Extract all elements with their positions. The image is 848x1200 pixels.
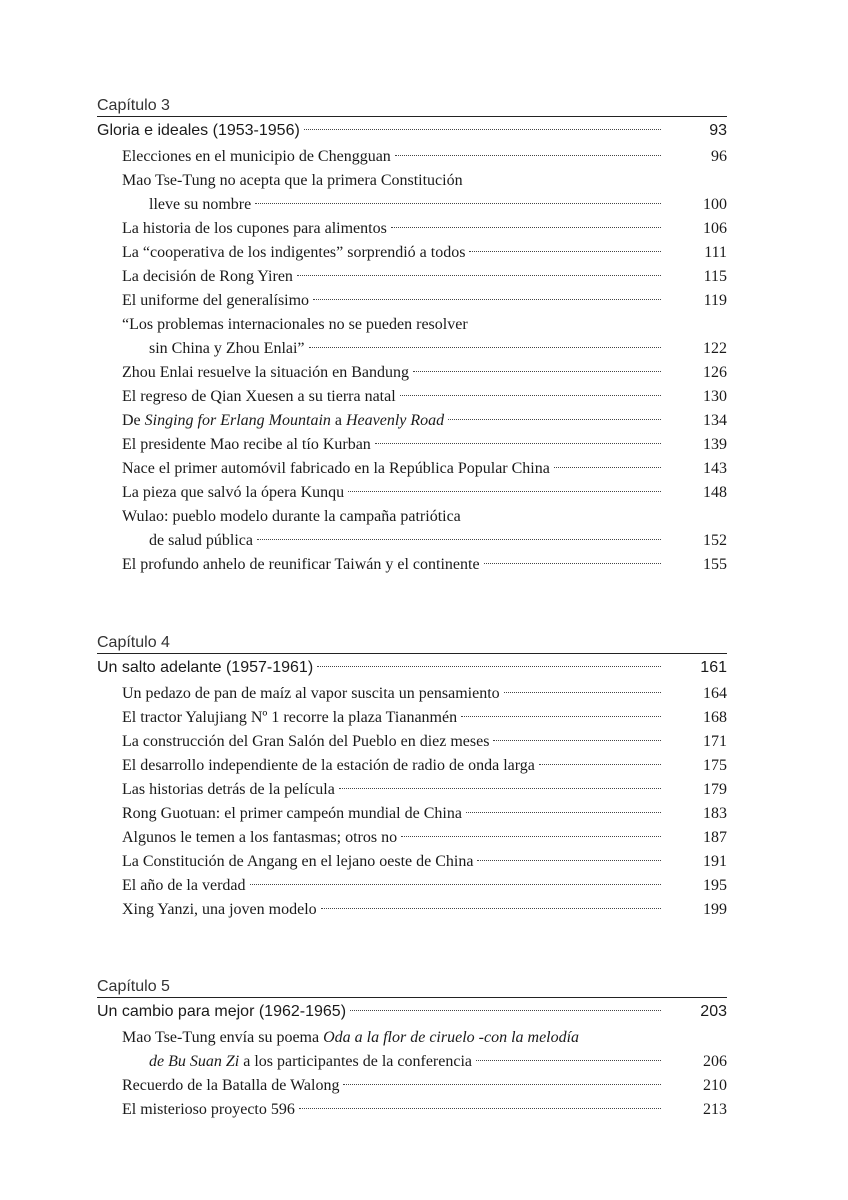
dot-leader — [297, 275, 661, 276]
dot-leader — [375, 443, 661, 444]
dot-leader — [554, 467, 661, 468]
entry-page-number: 111 — [704, 244, 727, 261]
entry-title: Nace el primer automóvil fabricado en la República Popular China — [122, 460, 550, 477]
toc-entry — [122, 778, 727, 802]
toc-entry-continuation — [122, 337, 727, 361]
toc-entry — [122, 409, 727, 433]
entry-title: de salud pública — [149, 532, 253, 549]
dot-leader — [321, 908, 661, 909]
toc-entry — [122, 457, 727, 481]
toc-entry — [122, 145, 727, 169]
chapter-section — [97, 633, 727, 922]
entry-title: lleve su nombre — [149, 196, 252, 213]
entry-list — [97, 145, 727, 577]
entry-title: El uniforme del generalísimo — [122, 292, 310, 309]
dot-leader — [350, 1010, 661, 1011]
entry-title: El regreso de Qian Xuesen a su tierra natal — [122, 388, 396, 405]
chapter-label: Capítulo 4 — [97, 634, 170, 651]
toc-entry-continuation — [122, 529, 727, 553]
entry-title: Las historias detrás de la película — [122, 781, 335, 798]
entry-title: La construcción del Gran Salón del Pueblo en diez meses — [122, 733, 490, 750]
toc-entry — [122, 706, 727, 730]
toc-entry — [122, 505, 727, 529]
chapter-label: Capítulo 5 — [97, 978, 170, 995]
toc-entry — [122, 361, 727, 385]
toc-entry — [122, 1074, 727, 1098]
entry-page-number: 206 — [703, 1053, 727, 1070]
toc-entry — [122, 169, 727, 193]
toc-entry — [122, 802, 727, 826]
dot-leader — [304, 129, 661, 130]
entry-title: Un pedazo de pan de maíz al vapor suscita un pensamiento — [122, 685, 500, 702]
entry-page-number: 100 — [703, 196, 727, 213]
dot-leader — [448, 419, 661, 420]
toc-entry — [122, 898, 727, 922]
dot-leader — [317, 666, 661, 667]
entry-page-number: 130 — [703, 388, 727, 405]
chapter-title: Un salto adelante (1957-1961) — [97, 659, 314, 676]
chapter-heading — [97, 653, 727, 682]
dot-leader — [400, 395, 661, 396]
entry-title: sin China y Zhou Enlai” — [149, 340, 305, 357]
entry-page-number: 143 — [703, 460, 727, 477]
toc-entry — [122, 433, 727, 457]
entry-title: Xing Yanzi, una joven modelo — [122, 901, 317, 918]
dot-leader — [257, 539, 661, 540]
toc-entry — [122, 385, 727, 409]
entry-title: El desarrollo independiente de la estación de radio de onda larga — [122, 757, 535, 774]
toc-entry — [122, 754, 727, 778]
chapter-heading — [97, 116, 727, 145]
chapter-page-number: 93 — [709, 122, 727, 139]
toc-entry — [122, 826, 727, 850]
entry-title: El año de la verdad — [122, 877, 246, 894]
entry-title: Elecciones en el municipio de Chengguan — [122, 148, 391, 165]
toc-entry — [122, 874, 727, 898]
entry-title: La “cooperativa de los indigentes” sorprendió a todos — [122, 244, 466, 261]
dot-leader — [299, 1108, 661, 1109]
toc-entry — [122, 481, 727, 505]
dot-leader — [476, 1060, 661, 1061]
chapter-page-number: 203 — [700, 1003, 727, 1020]
entry-title: La historia de los cupones para alimentos — [122, 220, 387, 237]
toc-entry — [122, 1098, 727, 1122]
entry-page-number: 96 — [711, 148, 727, 165]
chapter-section — [97, 96, 727, 577]
entry-page-number: 122 — [703, 340, 727, 357]
toc-entry — [122, 730, 727, 754]
entry-title: Recuerdo de la Batalla de Walong — [122, 1077, 340, 1094]
entry-title: Algunos le temen a los fantasmas; otros no — [122, 829, 398, 846]
entry-page-number: 134 — [703, 412, 727, 429]
entry-title: de Bu Suan Zi a los participantes de la conferencia — [149, 1053, 472, 1070]
entry-title: El presidente Mao recibe al tío Kurban — [122, 436, 371, 453]
chapter-title: Gloria e ideales (1953-1956) — [97, 122, 300, 139]
dot-leader — [477, 860, 661, 861]
dot-leader — [348, 491, 661, 492]
entry-title: De Singing for Erlang Mountain a Heavenly Road — [122, 412, 445, 429]
entry-page-number: 126 — [703, 364, 727, 381]
dot-leader — [484, 563, 661, 564]
entry-page-number: 210 — [703, 1077, 727, 1094]
entry-page-number: 195 — [703, 877, 727, 894]
entry-title: La Constitución de Angang en el lejano oeste de China — [122, 853, 474, 870]
toc-entry-continuation — [122, 1050, 727, 1074]
entry-list — [97, 1026, 727, 1122]
chapter-heading — [97, 997, 727, 1026]
dot-leader — [504, 692, 661, 693]
entry-page-number: 115 — [703, 268, 727, 285]
dot-leader — [395, 155, 661, 156]
entry-page-number: 175 — [703, 757, 727, 774]
entry-page-number: 106 — [703, 220, 727, 237]
toc-entry — [122, 265, 727, 289]
entry-title: La decisión de Rong Yiren — [122, 268, 293, 285]
entry-page-number: 199 — [703, 901, 727, 918]
entry-title: Zhou Enlai resuelve la situación en Bandung — [122, 364, 410, 381]
toc-entry — [122, 289, 727, 313]
toc-entry — [122, 850, 727, 874]
chapter-title: Un cambio para mejor (1962-1965) — [97, 1003, 347, 1020]
dot-leader — [539, 764, 661, 765]
dot-leader — [466, 812, 661, 813]
dot-leader — [413, 371, 661, 372]
toc-entry — [122, 682, 727, 706]
entry-title: La pieza que salvó la ópera Kunqu — [122, 484, 345, 501]
entry-page-number: 155 — [703, 556, 727, 573]
entry-page-number: 191 — [703, 853, 727, 870]
dot-leader — [461, 716, 661, 717]
dot-leader — [313, 299, 661, 300]
dot-leader — [343, 1084, 661, 1085]
toc-entry — [122, 1026, 727, 1050]
entry-page-number: 213 — [703, 1101, 727, 1118]
toc-entry — [122, 553, 727, 577]
toc-entry — [122, 313, 727, 337]
entry-title: “Los problemas internacionales no se pueden resolver — [122, 316, 468, 333]
entry-title: El tractor Yalujiang Nº 1 recorre la plaza Tiananmén — [122, 709, 458, 726]
dot-leader — [469, 251, 661, 252]
dot-leader — [309, 347, 661, 348]
entry-title: Mao Tse-Tung envía su poema Oda a la flor de ciruelo -con la melodía — [122, 1029, 580, 1046]
entry-page-number: 148 — [703, 484, 727, 501]
entry-page-number: 171 — [703, 733, 727, 750]
dot-leader — [401, 836, 661, 837]
entry-page-number: 119 — [703, 292, 727, 309]
toc-entry-continuation — [122, 193, 727, 217]
entry-page-number: 179 — [703, 781, 727, 798]
entry-page-number: 152 — [703, 532, 727, 549]
dot-leader — [391, 227, 661, 228]
entry-page-number: 164 — [703, 685, 727, 702]
dot-leader — [255, 203, 661, 204]
entry-title: Rong Guotuan: el primer campeón mundial de China — [122, 805, 462, 822]
entry-title: Wulao: pueblo modelo durante la campaña patriótica — [122, 508, 461, 525]
chapter-page-number: 161 — [700, 659, 727, 676]
entry-title: Mao Tse-Tung no acepta que la primera Constitución — [122, 172, 463, 189]
entry-title: El profundo anhelo de reunificar Taiwán y el continente — [122, 556, 480, 573]
dot-leader — [250, 884, 662, 885]
entry-page-number: 168 — [703, 709, 727, 726]
chapter-section — [97, 977, 727, 1122]
toc-entry — [122, 217, 727, 241]
entry-list — [97, 682, 727, 922]
dot-leader — [493, 740, 661, 741]
chapter-label: Capítulo 3 — [97, 97, 170, 114]
entry-title: El misterioso proyecto 596 — [122, 1101, 295, 1118]
entry-page-number: 187 — [703, 829, 727, 846]
toc-entry — [122, 241, 727, 265]
dot-leader — [339, 788, 661, 789]
entry-page-number: 183 — [703, 805, 727, 822]
entry-page-number: 139 — [703, 436, 727, 453]
